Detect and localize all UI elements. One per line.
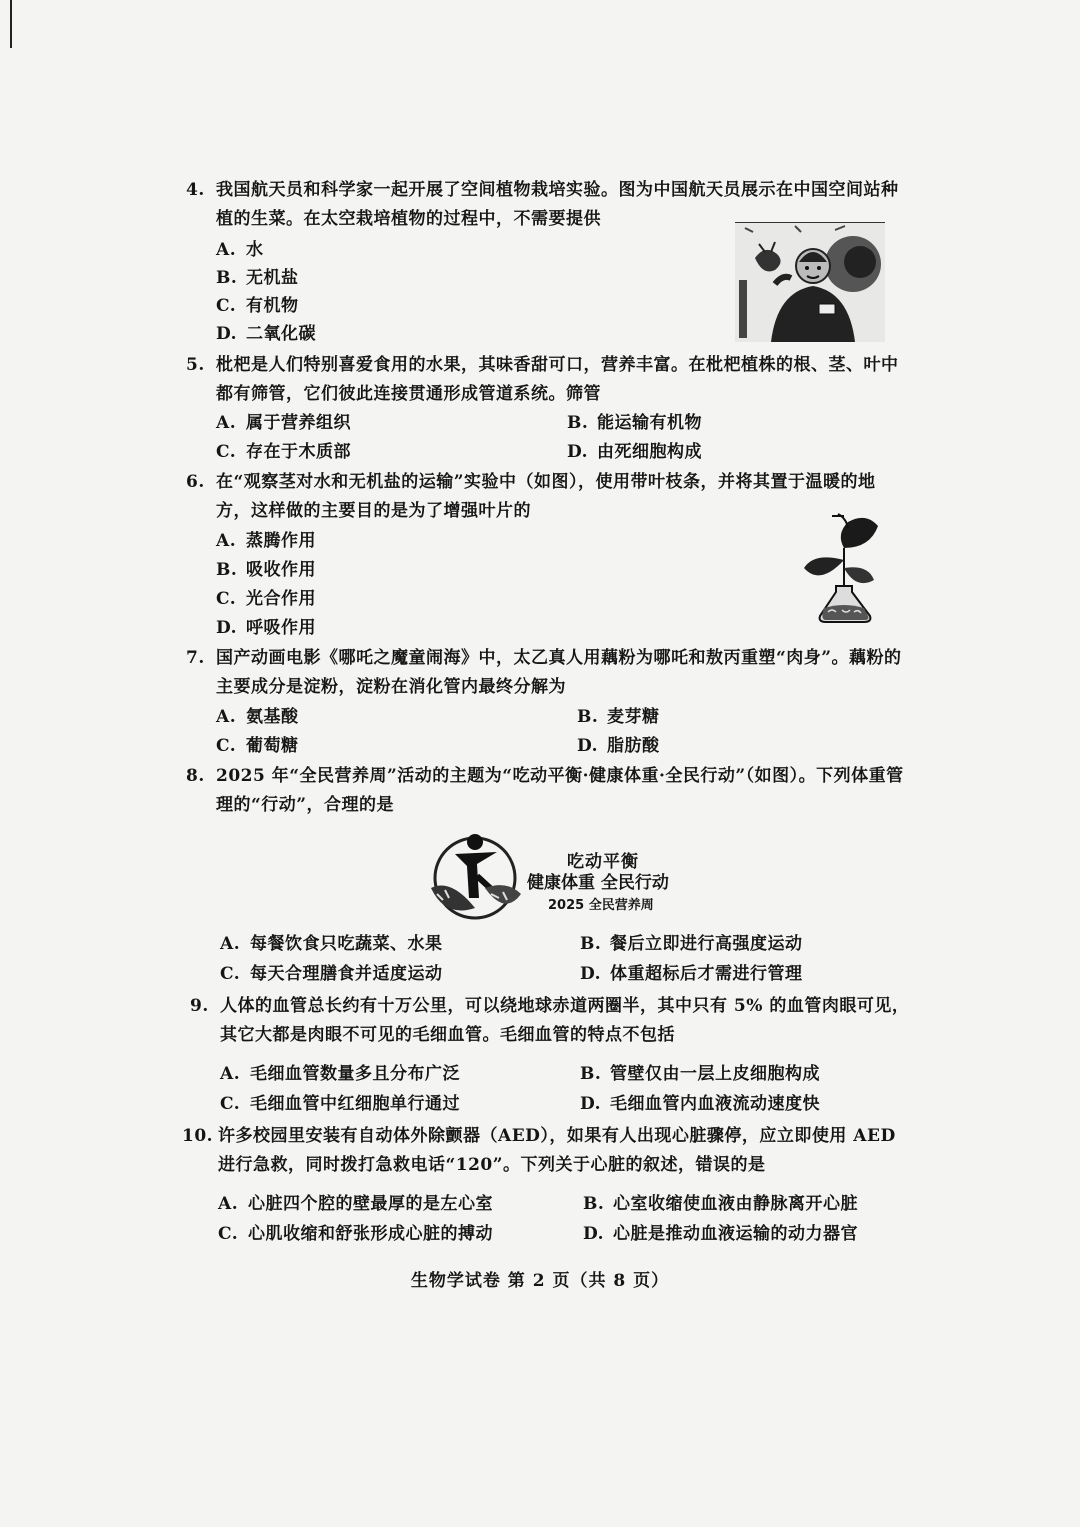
option-9d: D. 毛细血管内血液流动速度快 [580, 1094, 820, 1114]
option-6b: B. 吸收作用 [216, 560, 316, 580]
leafy-branch-flask-figure [798, 508, 890, 624]
question-number: 5. [186, 355, 205, 375]
option-10b: B. 心室收缩使血液由静脉离开心脏 [583, 1194, 858, 1214]
option-5d: D. 由死细胞构成 [567, 442, 702, 462]
option-5a: A. 属于营养组织 [216, 413, 351, 433]
logo-caption: 2025 全民营养周 [548, 898, 654, 913]
option-9c: C. 毛细血管中红细胞单行通过 [220, 1094, 460, 1114]
option-7d: D. 脂肪酸 [577, 736, 660, 756]
question-stem: 人体的血管总长约有十万公里，可以绕地球赤道两圈半，其中只有 5% 的血管肉眼可见，其它大都是肉眼不可见的毛细血管。毛细血管的特点不包括 [220, 996, 910, 1045]
option-4b: B. 无机盐 [216, 268, 299, 288]
question-8 [186, 762, 906, 820]
question-stem: 国产动画电影《哪吒之魔童闹海》中，太乙真人用藕粉为哪吒和敖丙重塑“肉身”。藕粉的主要成分是淀粉，淀粉在消化管内最终分解为 [216, 648, 902, 697]
option-8b: B. 餐后立即进行高强度运动 [580, 934, 803, 954]
question-stem: 在“观察茎对水和无机盐的运输”实验中（如图），使用带叶枝条，并将其置于温暖的地方，这样做的主要目的是为了增强叶片的 [216, 472, 876, 521]
astronaut-photo [735, 222, 885, 342]
option-6c: C. 光合作用 [216, 589, 316, 609]
option-10c: C. 心肌收缩和舒张形成心脏的搏动 [218, 1224, 493, 1244]
option-8a: A. 每餐饮食只吃蔬菜、水果 [220, 934, 443, 954]
page-footer: 生物学试卷 第 2 页（共 8 页） [410, 1271, 670, 1291]
question-number: 8. [186, 766, 205, 786]
option-6a: A. 蒸腾作用 [216, 531, 316, 551]
option-9a: A. 毛细血管数量多且分布广泛 [220, 1064, 460, 1084]
question-stem: 许多校园里安装有自动体外除颤器（AED），如果有人出现心脏骤停，应立即使用 AED 进行急救，同时拨打急救电话“120”。下列关于心脏的叙述，错误的是 [218, 1126, 896, 1175]
option-9b: B. 管壁仅由一层上皮细胞构成 [580, 1064, 820, 1084]
option-10a: A. 心脏四个腔的壁最厚的是左心室 [218, 1194, 493, 1214]
option-4c: C. 有机物 [216, 296, 299, 316]
option-5c: C. 存在于木质部 [216, 442, 351, 462]
question-number: 6. [186, 472, 205, 492]
question-number: 7. [186, 648, 205, 668]
question-number: 10. [182, 1126, 214, 1146]
option-7c: C. 葡萄糖 [216, 736, 299, 756]
logo-slogan-line2: 健康体重 全民行动 [527, 873, 669, 893]
option-7b: B. 麦芽糖 [577, 707, 660, 727]
option-4a: A. 水 [216, 240, 264, 260]
option-6d: D. 呼吸作用 [216, 618, 316, 638]
scan-edge-line [10, 0, 12, 48]
question-stem: 2025 年“全民营养周”活动的主题为“吃动平衡·健康体重·全民行动”（如图）。下列体重管理的“行动”，合理的是 [216, 766, 904, 815]
option-5b: B. 能运输有机物 [567, 413, 702, 433]
option-10d: D. 心脏是推动血液运输的动力器官 [583, 1224, 858, 1244]
option-8d: D. 体重超标后才需进行管理 [580, 964, 803, 984]
question-number: 4. [186, 180, 205, 200]
logo-slogan-line1: 吃动平衡 [567, 852, 639, 872]
option-7a: A. 氨基酸 [216, 707, 299, 727]
question-7 [186, 644, 906, 702]
nutrition-week-logo-graphic [425, 828, 525, 920]
question-9 [190, 992, 910, 1050]
question-5 [186, 351, 906, 409]
option-4d: D. 二氧化碳 [216, 324, 316, 344]
question-stem: 枇杷是人们特别喜爱食用的水果，其味香甜可口，营养丰富。在枇杷植株的根、茎、叶中都有筛管，它们彼此连接贯通形成管道系统。筛管 [216, 355, 899, 404]
question-10 [182, 1122, 902, 1180]
question-stem: 我国航天员和科学家一起开展了空间植物栽培实验。图为中国航天员展示在中国空间站种植的生菜。在太空栽培植物的过程中，不需要提供 [216, 180, 899, 229]
option-8c: C. 每天合理膳食并适度运动 [220, 964, 443, 984]
question-number: 9. [190, 996, 209, 1016]
